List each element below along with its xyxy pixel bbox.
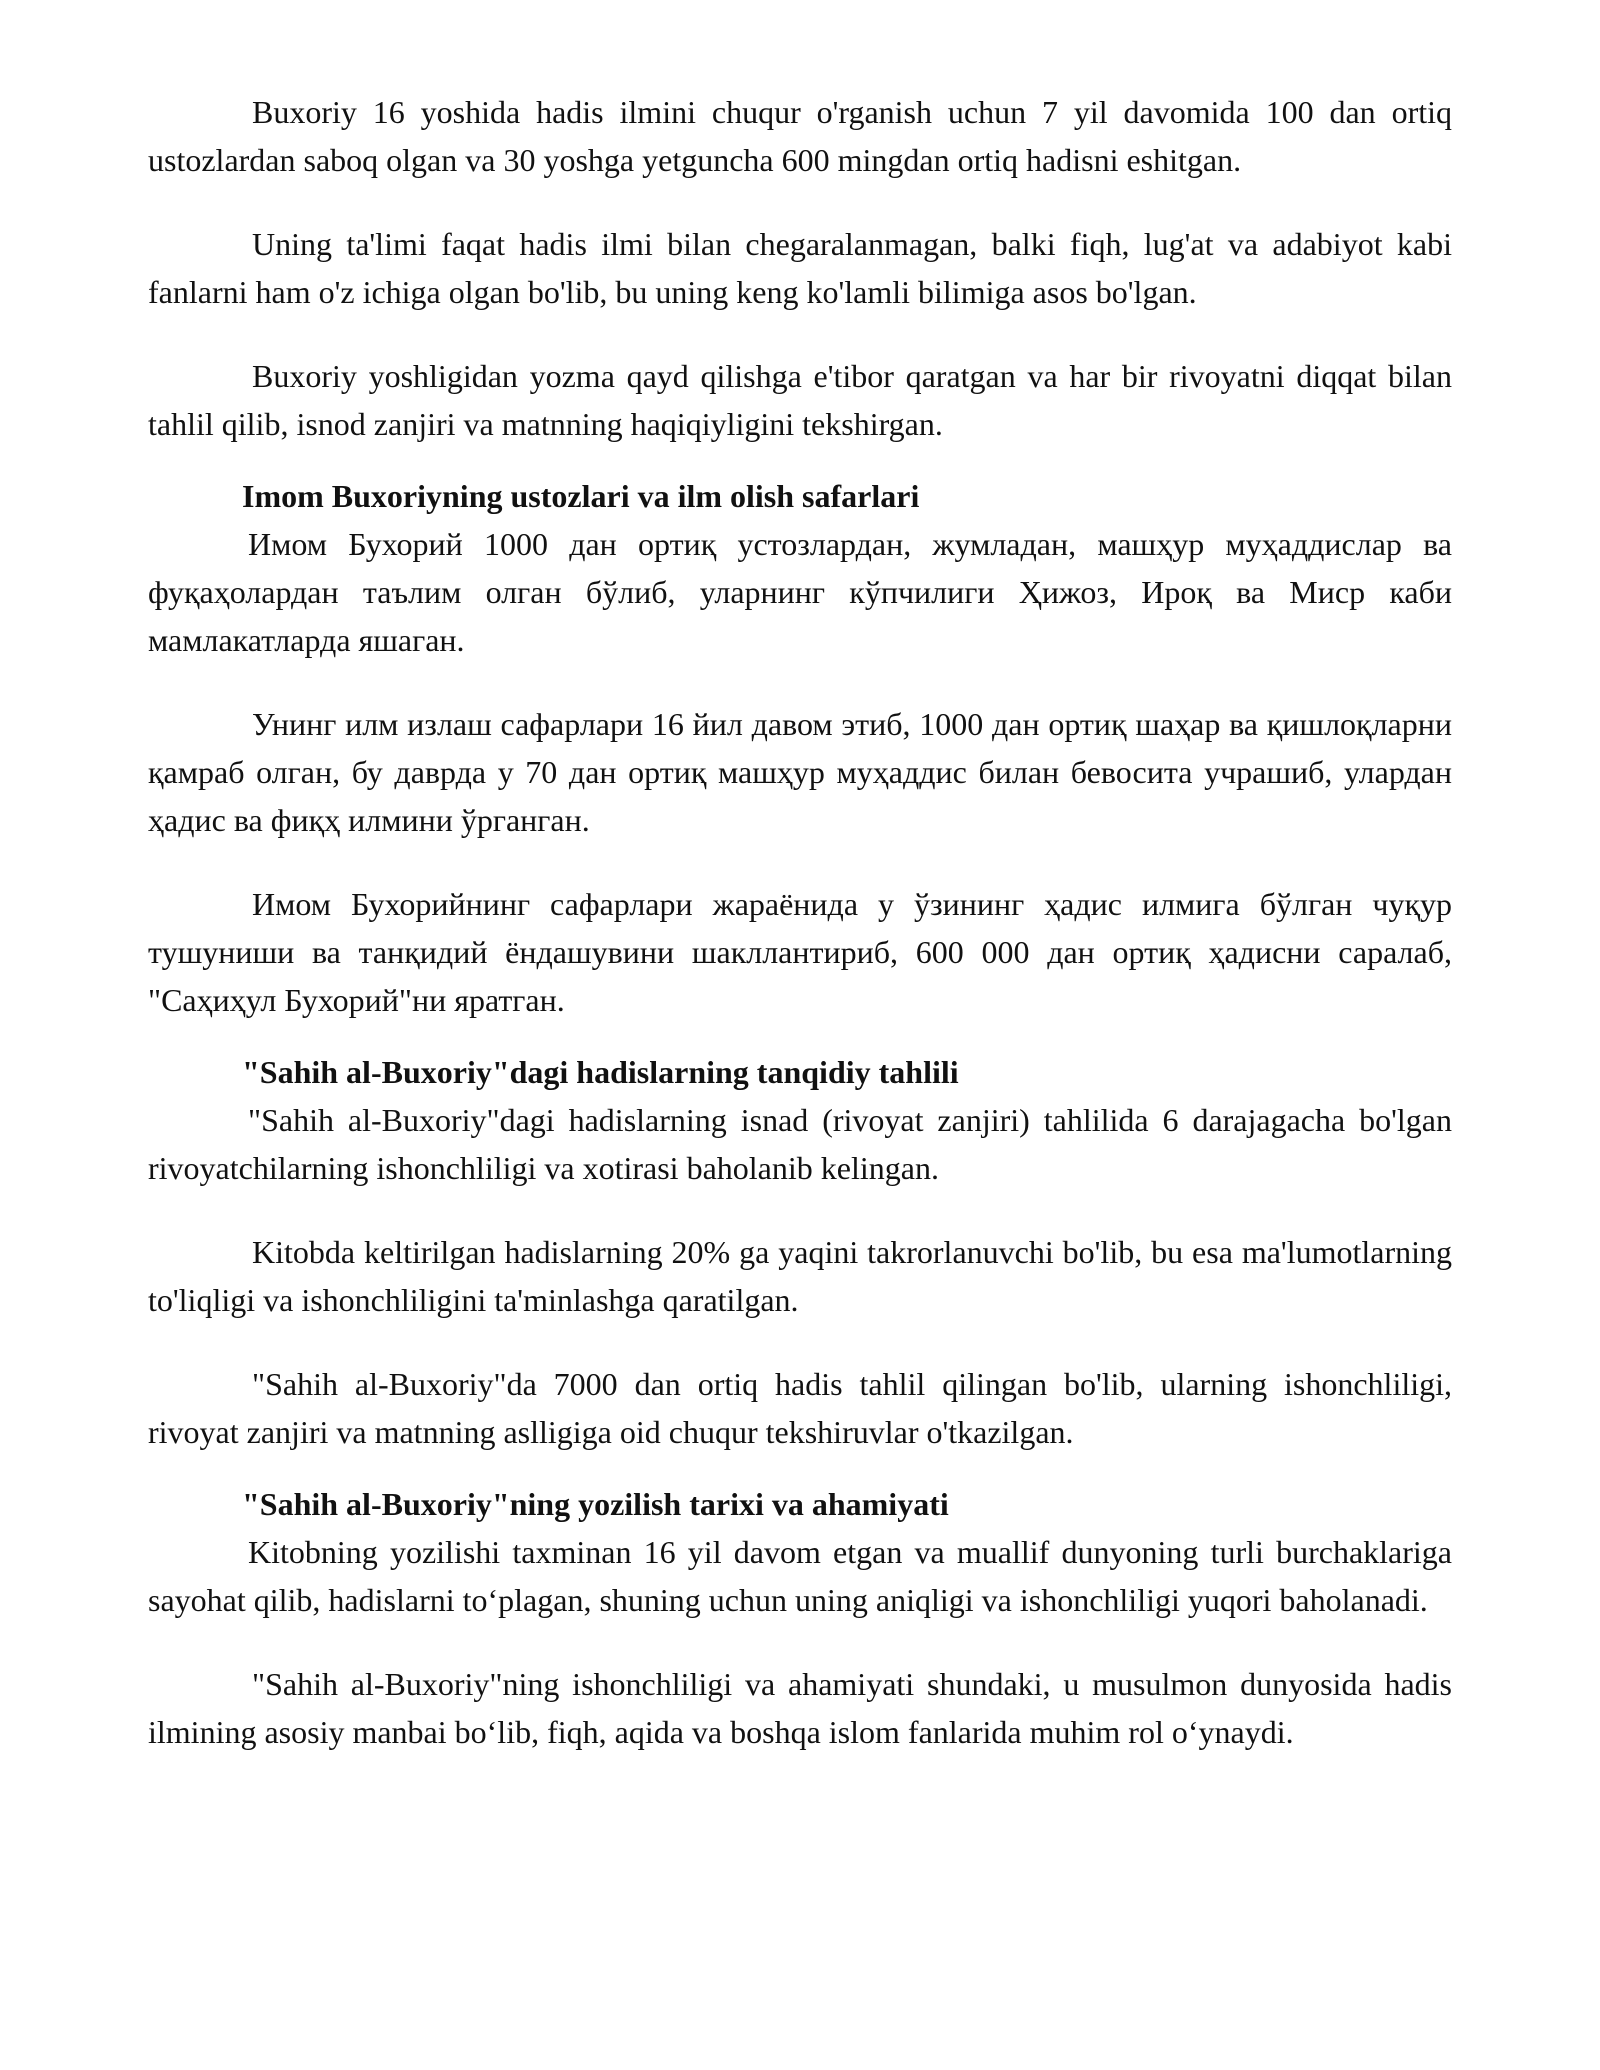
paragraph: "Sahih al-Buxoriy"ning ishonchliligi va ahamiyati shundaki, u musulmon dunyosida hadis ilmining asosiy manbai bo‘lib, fiqh, aqida va boshqa islom fanlarida muhim rol o‘ynaydi.	[148, 1666, 1452, 1750]
document-page	[148, 88, 1452, 1792]
paragraph: Kitobning yozilishi taxminan 16 yil davom etgan va muallif dunyoning turli burchaklariga sayohat qilib, hadislarni to‘plagan, shuning uchun uning aniqligi va ishonchliligi yuqori baholanadi.	[148, 1534, 1452, 1618]
paragraph: "Sahih al-Buxoriy"da 7000 dan ortiq hadis tahlil qilingan bo'lib, ularning ishonchliligi, rivoyat zanjiri va matnning aslligiga oid chuqur tekshiruvlar o'tkazilgan.	[148, 1366, 1452, 1450]
section-heading: Imom Buxoriyning ustozlari va ilm olish safarlari	[242, 478, 920, 514]
paragraph: Uning ta'limi faqat hadis ilmi bilan chegaralanmagan, balki fiqh, lug'at va adabiyot kabi fanlarni ham o'z ichiga olgan bo'lib, bu uning keng ko'lamli bilimiga asos bo'lgan.	[148, 226, 1452, 310]
paragraph: Имом Бухорийнинг сафарлари жараёнида у ўзининг ҳадис илмига бўлган чуқур тушуниши ва танқидий ёндашувини шакллантириб, 600 000 дан ортиқ ҳадисни саралаб, "Саҳиҳул Бухорий"ни яратган.	[148, 886, 1452, 1018]
paragraph: Имом Бухорий 1000 дан ортиқ устозлардан, жумладан, машҳур муҳаддислар ва фуқаҳолардан таълим олган бўлиб, уларнинг кўпчилиги Ҳижоз, Ироқ ва Миср каби мамлакатларда яшаган.	[148, 526, 1452, 658]
paragraph: "Sahih al-Buxoriy"dagi hadislarning isnad (rivoyat zanjiri) tahlilida 6 darajagacha bo'lgan rivoyatchilarning ishonchliligi va xotirasi baholanib kelingan.	[148, 1102, 1452, 1186]
paragraph: Buxoriy 16 yoshida hadis ilmini chuqur o'rganish uchun 7 yil davomida 100 dan ortiq ustozlardan saboq olgan va 30 yoshga yetguncha 600 mingdan ortiq hadisni eshitgan.	[148, 94, 1452, 178]
paragraph: Kitobda keltirilgan hadislarning 20% ga yaqini takrorlanuvchi bo'lib, bu esa ma'lumotlarning to'liqligi va ishonchliligini ta'minlashga qaratilgan.	[148, 1234, 1452, 1318]
paragraph: Buxoriy yoshligidan yozma qayd qilishga e'tibor qaratgan va har bir rivoyatni diqqat bilan tahlil qilib, isnod zanjiri va matnning haqiqiyligini tekshirgan.	[148, 358, 1452, 442]
section-heading: "Sahih al-Buxoriy"dagi hadislarning tanqidiy tahlili	[242, 1054, 959, 1090]
section-heading: "Sahih al-Buxoriy"ning yozilish tarixi va ahamiyati	[242, 1486, 949, 1522]
paragraph: Унинг илм излаш сафарлари 16 йил давом этиб, 1000 дан ортиқ шаҳар ва қишлоқларни қамраб олган, бу даврда у 70 дан ортиқ машҳур муҳаддис билан бевосита учрашиб, улардан ҳадис ва фиқҳ илмини ўрганган.	[148, 706, 1452, 838]
